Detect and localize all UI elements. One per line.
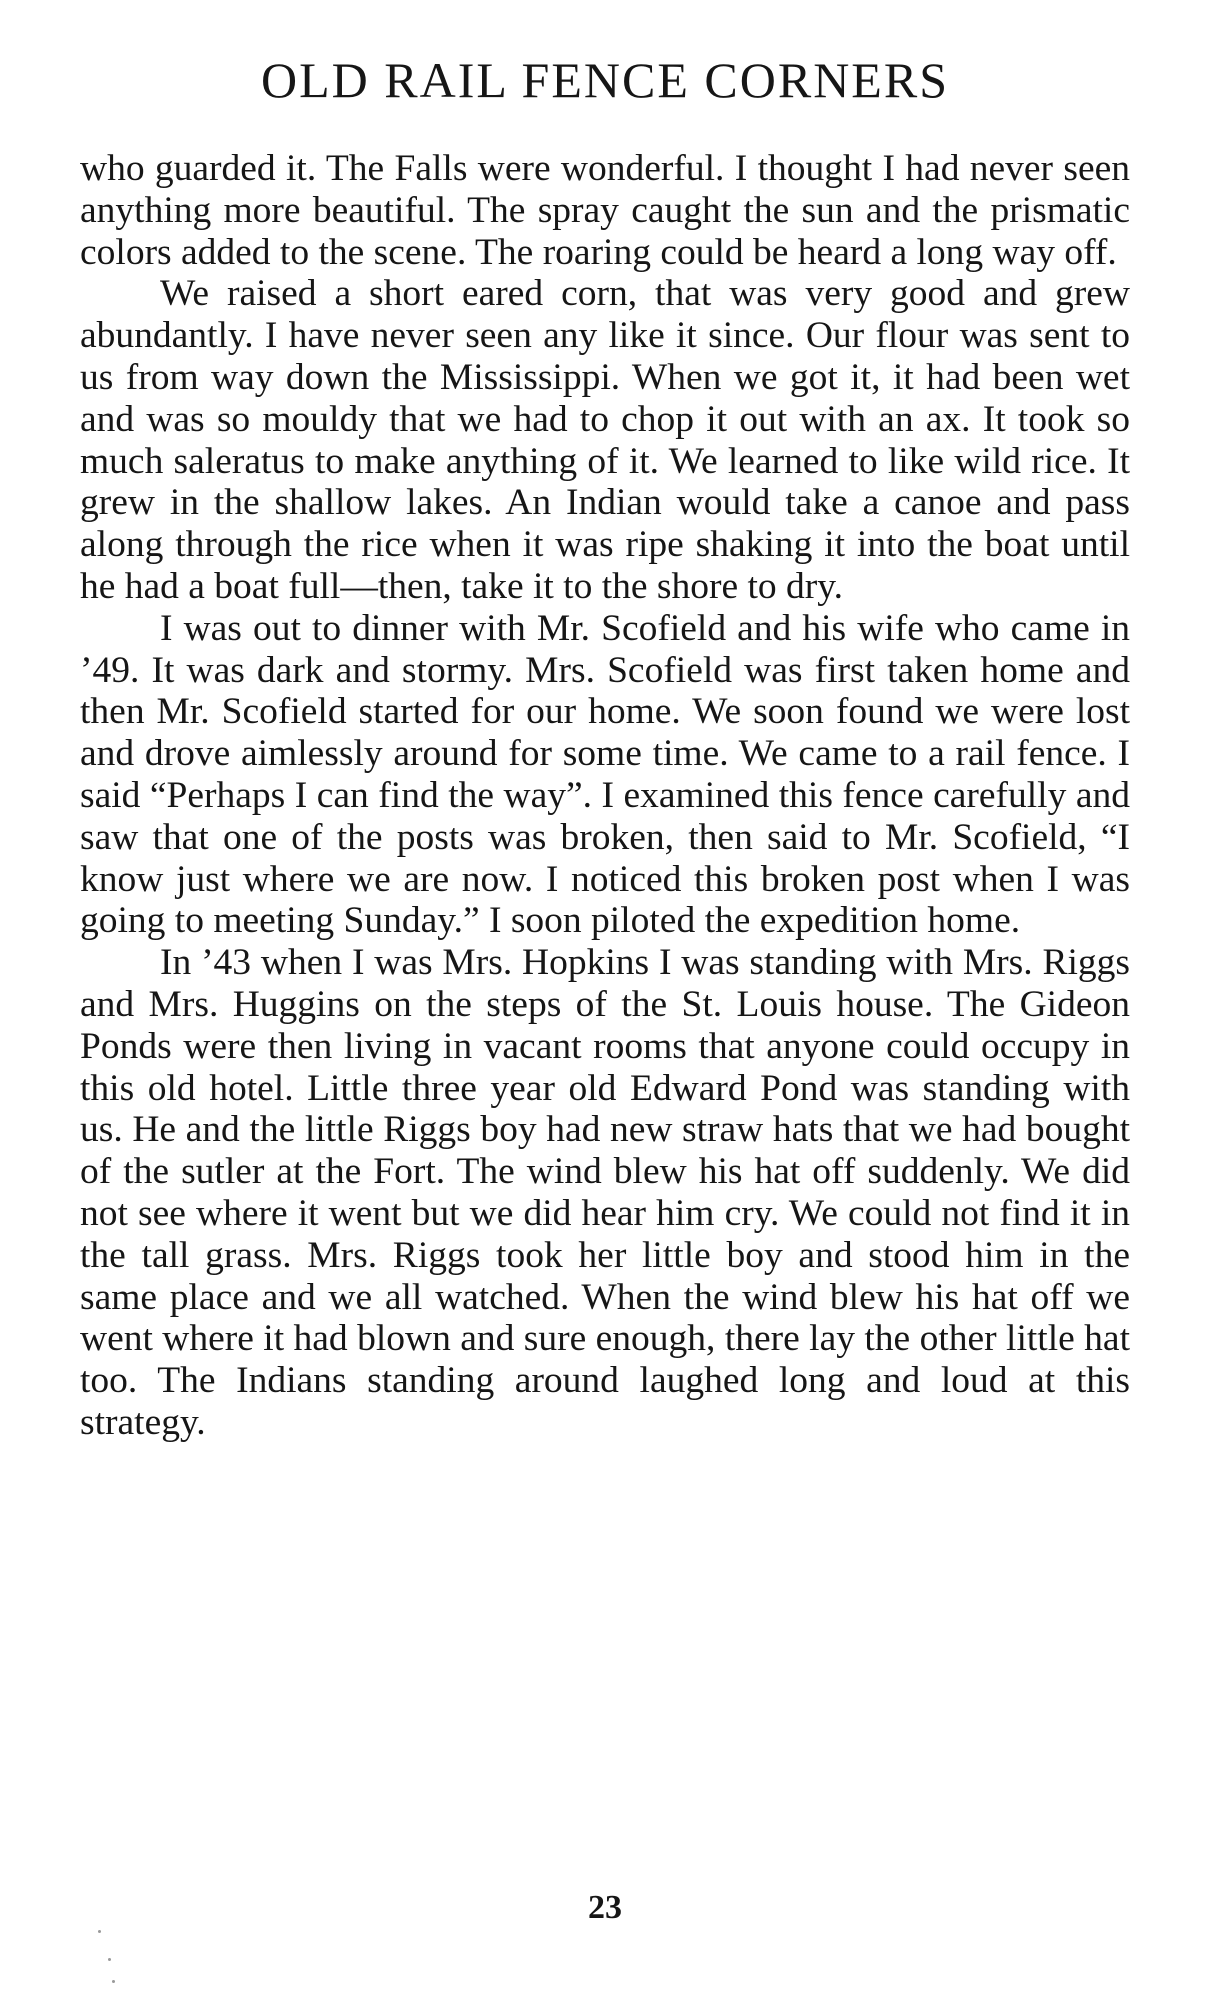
body-text bbox=[80, 148, 1130, 1444]
running-head: OLD RAIL FENCE CORNERS bbox=[260, 52, 950, 108]
paper-speck bbox=[108, 1958, 111, 1961]
paragraph-rail-fence: I was out to dinner with Mr. Scofield and his wife who came in ’49. It was dark and stormy. Mrs. Scofield was first taken home and then Mr. Scofield started for our home. We soon found we were lost and drove aimlessly around for some time. We came to a rail fence. I said “Perhaps I can find the way”. I examined this fence carefully and saw that one of the posts was broken, then said to Mr. Scofield, “I know just where we are now. I noticed this broken post when I was going to meeting Sunday.” I soon piloted the expedition home. bbox=[80, 607, 1130, 942]
paper-speck bbox=[112, 1980, 115, 1983]
paragraph-falls: who guarded it. The Falls were wonderful. I thought I had never seen anything more beautiful. The spray caught the sun and the prismatic colors added to the scene. The roaring could be heard a long way off. bbox=[80, 148, 1130, 273]
paragraph-corn-and-rice: We raised a short eared corn, that was very good and grew abundantly. I have never seen any like it since. Our flour was sent to us from way down the Mississippi. When we got it, it had been wet and was so mouldy that we had to chop it out with an ax. It took so much saleratus to make anything of it. We learned to like wild rice. It grew in the shallow lakes. An Indian would take a canoe and pass along through the rice when it was ripe shaking it into the boat until he had a boat full—then, take it to the shore to dry. bbox=[80, 273, 1130, 607]
paper-speck bbox=[98, 1930, 101, 1933]
page-number: 23 bbox=[588, 1889, 622, 1926]
paragraph-straw-hats: In ’43 when I was Mrs. Hopkins I was standing with Mrs. Riggs and Mrs. Huggins on the steps of the St. Louis house. The Gideon Ponds were then living in vacant rooms that anyone could occupy in this old hotel. Little three year old Edward Pond was standing with us. He and the little Riggs boy had new straw hats that we had bought of the sutler at the Fort. The wind blew his hat off suddenly. We did not see where it went but we did hear him cry. We could not find it in the tall grass. Mrs. Riggs took her little boy and stood him in the same place and we all watched. When the wind blew his hat off we went where it had blown and sure enough, there lay the other little hat too. The Indians standing around laughed long and loud at this strategy. bbox=[80, 942, 1130, 1443]
